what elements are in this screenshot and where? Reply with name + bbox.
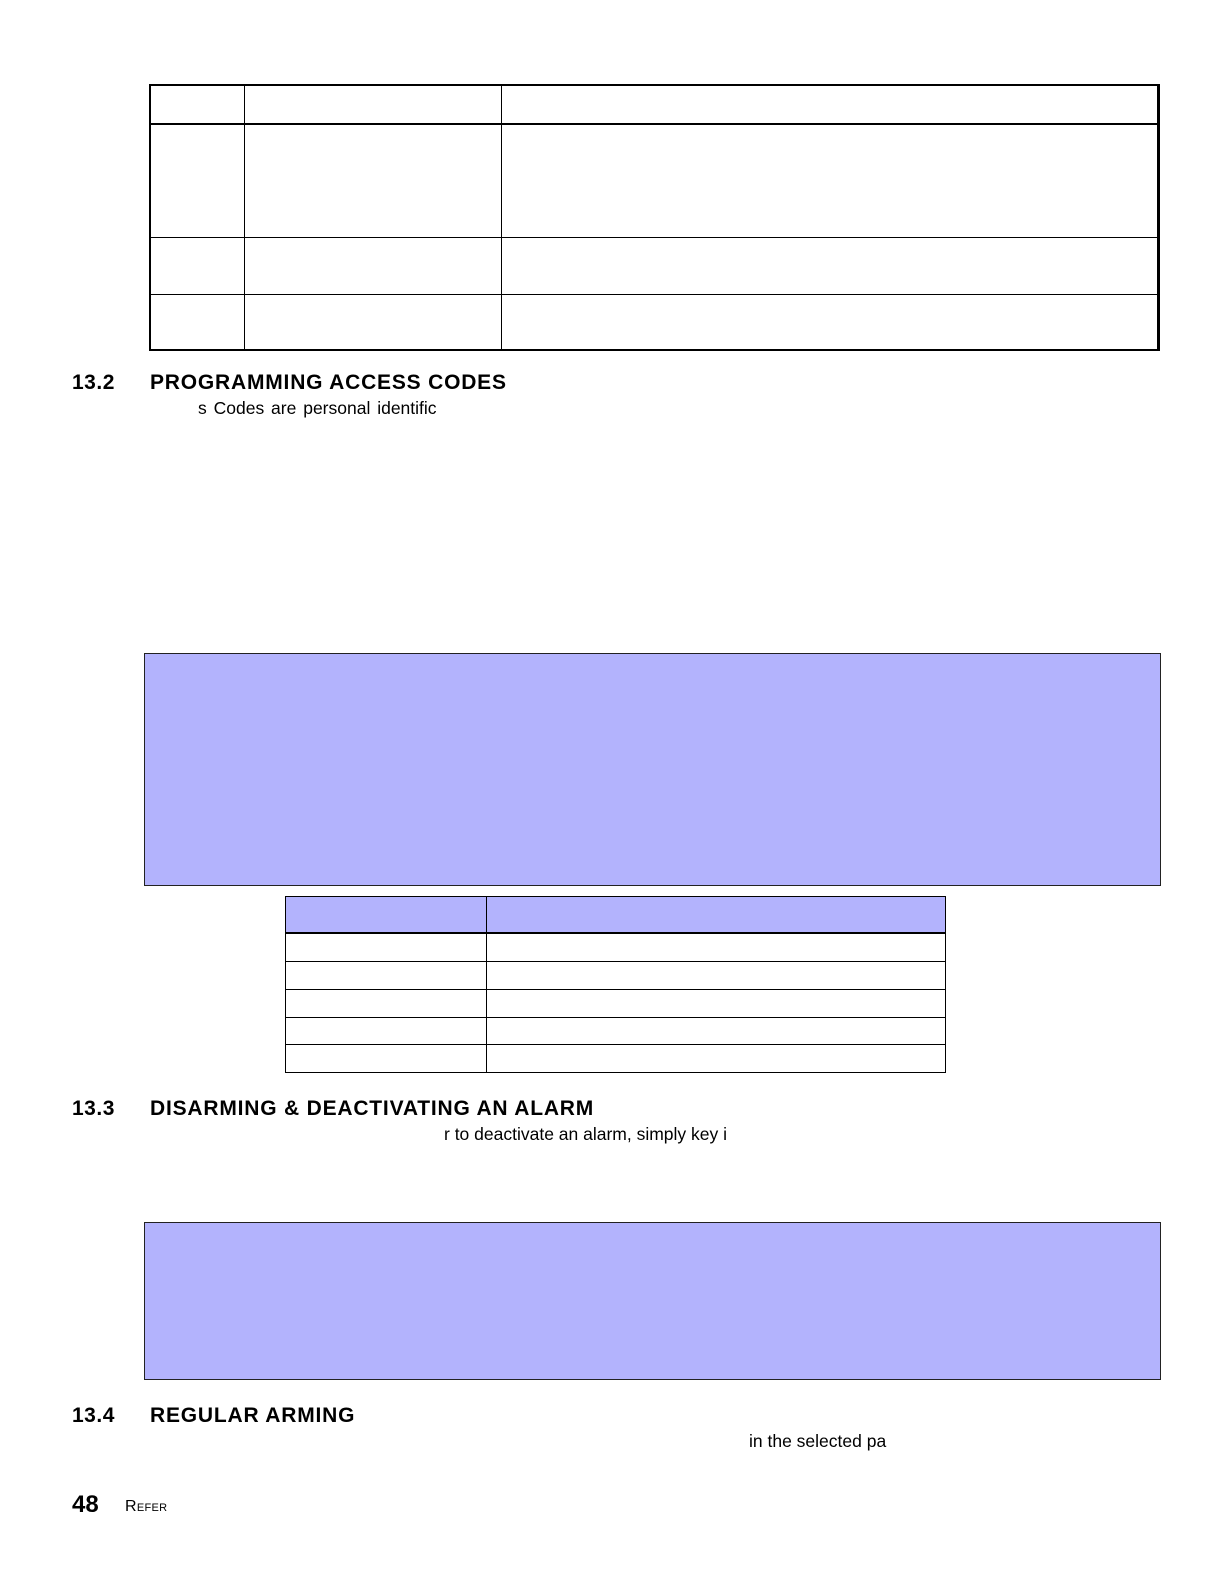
section-text: in the selected pa bbox=[749, 1431, 887, 1451]
table-row bbox=[151, 294, 1157, 349]
codes-table bbox=[285, 896, 946, 1073]
section-text: s Codes are personal identific bbox=[198, 398, 437, 418]
section-title: REGULAR ARMING bbox=[150, 1404, 356, 1427]
page-number: 48 bbox=[72, 1491, 99, 1518]
running-title: Refer bbox=[125, 1498, 168, 1515]
note-box bbox=[144, 1222, 1161, 1380]
note-box bbox=[144, 653, 1161, 886]
table-row bbox=[151, 123, 1157, 238]
section-number: 13.2 bbox=[72, 371, 115, 394]
table-header-row bbox=[151, 86, 1157, 125]
table-row bbox=[286, 962, 945, 990]
section-title: DISARMING & DEACTIVATING AN ALARM bbox=[150, 1097, 595, 1120]
table-row bbox=[286, 990, 945, 1018]
table-row bbox=[286, 934, 945, 962]
table-row bbox=[286, 1045, 945, 1072]
table-row bbox=[151, 237, 1157, 295]
table-header-row bbox=[286, 897, 945, 934]
section-number: 13.4 bbox=[72, 1404, 115, 1427]
top-table bbox=[149, 84, 1160, 351]
section-title: PROGRAMMING ACCESS CODES bbox=[150, 371, 507, 394]
table-row bbox=[286, 1017, 945, 1045]
section-text: r to deactivate an alarm, simply key i bbox=[444, 1124, 728, 1144]
section-number: 13.3 bbox=[72, 1097, 115, 1120]
